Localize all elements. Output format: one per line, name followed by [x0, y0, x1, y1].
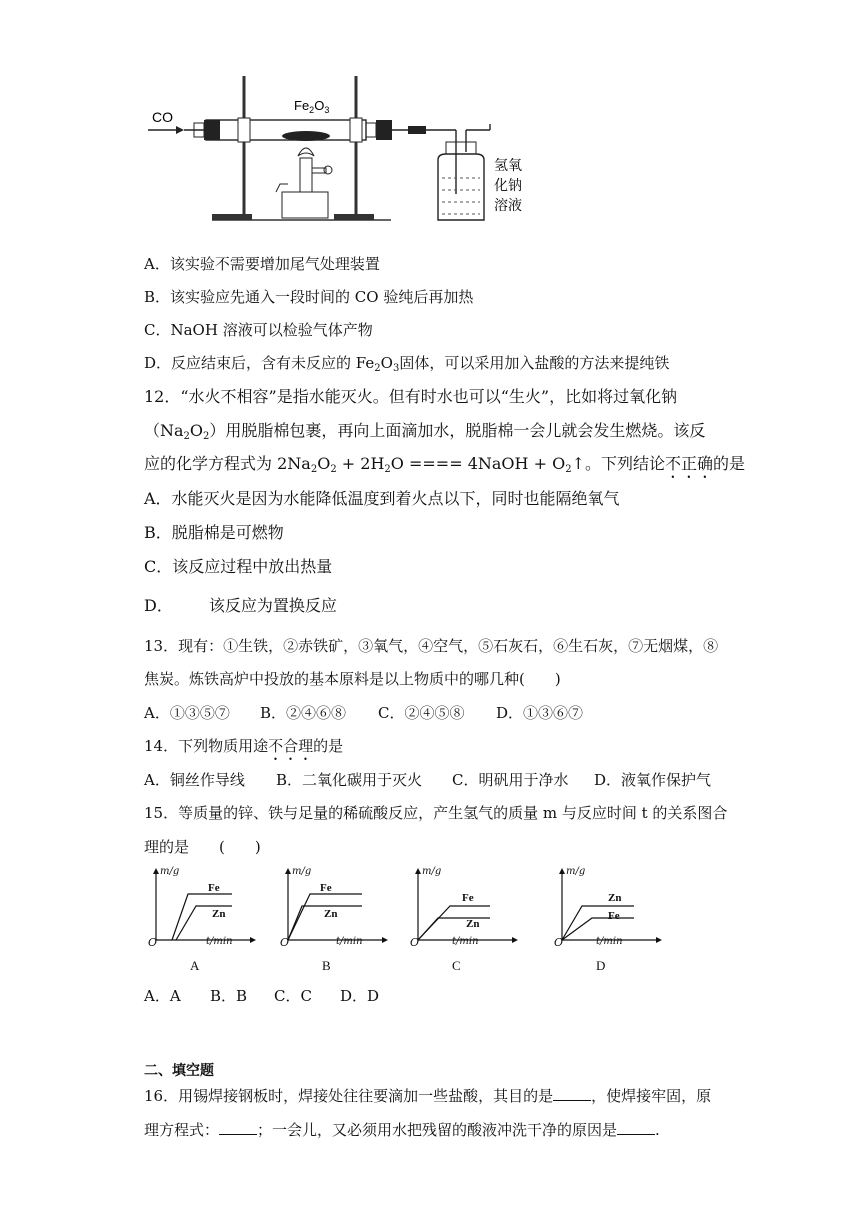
graph-d: [552, 866, 662, 976]
section-title: 二、填空题: [144, 1063, 214, 1079]
origin-label: O: [148, 936, 158, 949]
y-axis-label: m/g: [160, 866, 180, 877]
graph-b: [278, 866, 388, 976]
series-label-bottom: Zn: [466, 918, 480, 930]
series-label-top: Fe: [462, 892, 474, 904]
q13-options: [144, 703, 583, 723]
y-axis-label: m/g: [566, 866, 586, 877]
q16-stem-line1: 16．用锡焊接钢板时，焊接处往往要滴加一些盐酸，其目的是 ，使焊接牢固，原: [144, 1087, 712, 1105]
q14-option: A．铜丝作导线: [144, 771, 245, 789]
q15-option: B．B: [210, 987, 248, 1005]
series-label-bottom: Zn: [324, 908, 338, 920]
q11-option-b: B．该实验应先通入一段时间的 CO 验纯后再加热: [144, 288, 474, 306]
graph-caption: C: [452, 958, 461, 973]
graph-caption: B: [322, 958, 331, 973]
answer-blank[interactable]: [219, 1120, 257, 1135]
naoh-solution-label: 氢氧 化钠 溶液: [494, 158, 522, 214]
q14-stem: 14．下列物质用途不合理的是: [144, 737, 344, 755]
series-label-top: Fe: [320, 882, 332, 894]
x-axis-label: t/min: [206, 936, 233, 947]
q15-option: A．A: [144, 987, 181, 1005]
answer-blank[interactable]: [553, 1086, 591, 1101]
series-label-top: Fe: [208, 882, 220, 894]
q12-option-c: C．该反应过程中放出热量: [144, 557, 333, 576]
graph-a: [146, 866, 256, 976]
series-label-top: Zn: [608, 892, 622, 904]
q15-stem-line1: 15．等质量的锌、铁与足量的稀硫酸反应，产生氢气的质量 m 与反应时间 t 的关系图合: [144, 804, 728, 822]
origin-label: O: [410, 936, 420, 949]
q15-options: [144, 986, 379, 1006]
graph-caption: D: [596, 958, 606, 973]
x-axis-label: t/min: [336, 936, 363, 947]
q13-option: B．②④⑥⑧: [260, 704, 347, 722]
q13-option: C．②④⑤⑧: [378, 704, 465, 722]
y-axis-label: m/g: [292, 866, 312, 877]
origin-label: O: [280, 936, 290, 949]
y-axis-label: m/g: [422, 866, 442, 877]
q11-option-a: A．该实验不需要增加尾气处理装置: [144, 255, 380, 273]
q16-stem-line2: 理方程式： ；一会儿，又必须用水把残留的酸液冲洗干净的原因是 .: [144, 1121, 660, 1139]
q12-option-d: D． 该反应为置换反应: [144, 596, 337, 615]
series-label-bottom: Zn: [212, 908, 226, 920]
q15-stem-line2: 理的是 ( ): [144, 838, 261, 856]
q15-option: C．C: [274, 987, 312, 1005]
q12-option-a: A．水能灭火是因为水能降低温度到着火点以下，同时也能隔绝氧气: [144, 489, 620, 508]
q14-option: B．二氧化碳用于灭火: [276, 771, 423, 789]
q14-options: [144, 770, 711, 790]
q14-option: C．明矾用于净水: [452, 771, 569, 789]
answer-blank[interactable]: [617, 1120, 655, 1135]
q12-option-b: B．脱脂棉是可燃物: [144, 523, 284, 542]
q13-option: D．①③⑥⑦: [496, 704, 584, 722]
q13-option: A．①③⑤⑦: [144, 704, 230, 722]
experiment-apparatus-diagram: [146, 76, 536, 226]
q15-option: D．D: [340, 987, 380, 1005]
origin-label: O: [554, 936, 564, 949]
q14-option: D．液氧作保护气: [594, 771, 712, 789]
x-axis-label: t/min: [596, 936, 623, 947]
graph-c: [408, 866, 518, 976]
q12-stem-line1: 12．“水火不相容”是指水能灭火。但有时水也可以“生火”，比如将过氧化钠: [144, 387, 678, 406]
fe2o3-label: $Fe_2O_3$: [294, 98, 330, 115]
q12-stem-line2: $(Na_2O_2)$用脱脂棉包裹，再向上面滴加水，脱脂棉一会儿就会发生燃烧。该反: [144, 421, 706, 442]
x-axis-label: t/min: [452, 936, 479, 947]
co-label: CO: [152, 109, 173, 125]
q12-stem-line3: 应的化学方程式为 $2Na_2O_2 + 2H_2O$ ==== 4NaOH + $O_2↑$。下列结论不正确的是: [144, 454, 746, 475]
q11-option-d: D．反应结束后，含有未反应的 $Fe_2O_3$固体，可以采用加入盐酸的方法来提纯铁: [144, 354, 670, 374]
series-label-bottom: Fe: [608, 910, 620, 922]
q13-stem-line1: 13．现有：①生铁，②赤铁矿，③氧气，④空气，⑤石灰石，⑥生石灰，⑦无烟煤，⑧: [144, 637, 719, 655]
q13-stem-line2: 焦炭。炼铁高炉中投放的基本原料是以上物质中的哪几种( ): [144, 670, 561, 688]
q11-option-c: C．NaOH 溶液可以检验气体产物: [144, 321, 373, 339]
graph-caption: A: [190, 958, 200, 973]
